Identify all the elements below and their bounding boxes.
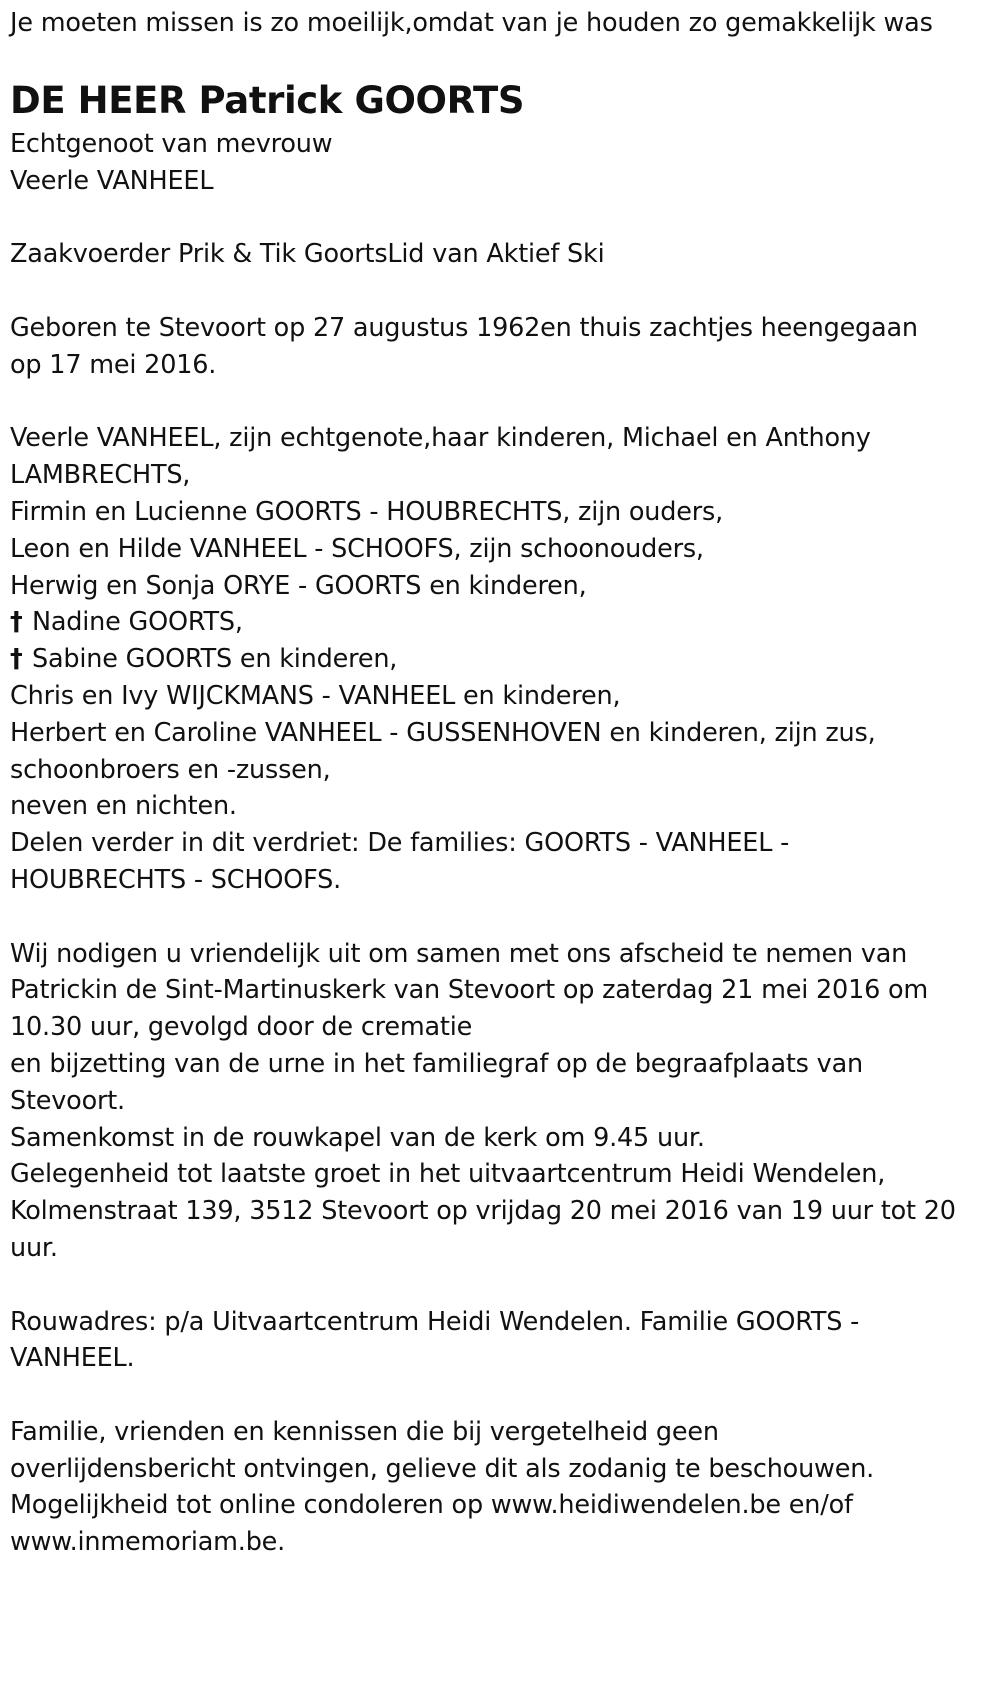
family-member-line	[10, 678, 995, 715]
mourning-address-section	[10, 1304, 995, 1378]
obituary-notice	[10, 0, 995, 1561]
ceremony-section	[10, 936, 995, 1267]
family-member-text: Leon en Hilde VANHEEL - SCHOOFS, zijn schoonouders,	[10, 533, 704, 564]
ceremony-line: Patrickin de Sint-Martinuskerk van Stevoort op zaterdag 21 mei 2016 om	[10, 975, 929, 1006]
ceremony-line: Stevoort.	[10, 1085, 125, 1116]
family-member-line	[10, 715, 995, 752]
closing-line: Familie, vrienden en kennissen die bij vergetelheid geen	[10, 1416, 719, 1447]
ceremony-line: uur.	[10, 1232, 58, 1263]
deceased-name-title: DE HEER Patrick GOORTS	[10, 79, 525, 122]
spouse-line: Veerle VANHEEL	[10, 165, 214, 196]
family-member-text: Chris en Ivy WIJCKMANS - VANHEEL en kinderen,	[10, 680, 621, 711]
family-member-line	[10, 457, 995, 494]
birth-death-line: Geboren te Stevoort op 27 augustus 1962en thuis zachtjes heengegaan	[10, 312, 918, 343]
family-member-line	[10, 788, 995, 825]
family-member-line	[10, 862, 995, 899]
family-member-line	[10, 752, 995, 789]
family-member-text: Nadine GOORTS,	[32, 607, 243, 638]
motto: Je moeten missen is zo moeilijk,omdat van je houden zo gemakkelijk was	[10, 8, 933, 38]
ceremony-line: Gelegenheid tot laatste groet in het uitvaartcentrum Heidi Wendelen,	[10, 1159, 886, 1190]
family-member-text: Firmin en Lucienne GOORTS - HOUBRECHTS, zijn ouders,	[10, 496, 723, 527]
family-member-line	[10, 604, 995, 641]
family-member-text: Delen verder in dit verdriet: De families: GOORTS - VANHEEL -	[10, 828, 790, 859]
family-member-text: Herbert en Caroline VANHEEL - GUSSENHOVEN en kinderen, zijn zus,	[10, 717, 876, 748]
closing-line: Mogelijkheid tot online condoleren op www.heidiwendelen.be en/of	[10, 1490, 853, 1521]
spacer	[10, 200, 995, 237]
family-member-text: Sabine GOORTS en kinderen,	[32, 644, 398, 675]
spouse-line: Echtgenoot van mevrouw	[10, 129, 333, 159]
occupation-line: Zaakvoerder Prik & Tik GoortsLid van Aktief Ski	[10, 239, 605, 270]
ceremony-line: 10.30 uur, gevolgd door de crematie	[10, 1012, 473, 1043]
family-member-line	[10, 494, 995, 531]
family-member-line	[10, 825, 995, 862]
family-member-text: Herwig en Sonja ORYE - GOORTS en kinderen,	[10, 570, 587, 601]
family-member-text: Veerle VANHEEL, zijn echtgenote,haar kinderen, Michael en Anthony	[10, 423, 871, 454]
family-member-line	[10, 531, 995, 568]
spacer	[10, 899, 995, 936]
family-member-line	[10, 568, 995, 605]
ceremony-line: Wij nodigen u vriendelijk uit om samen met ons afscheid te nemen van	[10, 938, 908, 969]
cross-icon: †	[10, 607, 23, 638]
family-member-text: LAMBRECHTS,	[10, 460, 191, 491]
address-line: Rouwadres: p/a Uitvaartcentrum Heidi Wendelen. Familie GOORTS -	[10, 1306, 860, 1337]
cross-icon: †	[10, 644, 23, 675]
spacer	[10, 1377, 995, 1414]
family-member-line	[10, 420, 995, 457]
family-member-line	[10, 641, 995, 678]
family-member-text: HOUBRECHTS - SCHOOFS.	[10, 864, 342, 895]
closing-section	[10, 1414, 995, 1561]
address-line: VANHEEL.	[10, 1343, 135, 1374]
spacer	[10, 384, 995, 421]
family-member-text: neven en nichten.	[10, 791, 237, 822]
birth-death-line: op 17 mei 2016.	[10, 349, 217, 380]
family-member-text: schoonbroers en -zussen,	[10, 754, 331, 785]
ceremony-line: Samenkomst in de rouwkapel van de kerk om 9.45 uur.	[10, 1122, 705, 1153]
ceremony-line: Kolmenstraat 139, 3512 Stevoort op vrijdag 20 mei 2016 van 19 uur tot 20	[10, 1196, 956, 1227]
spouse-section	[10, 126, 995, 200]
family-section	[10, 420, 995, 898]
closing-line: overlijdensbericht ontvingen, gelieve dit als zodanig te beschouwen.	[10, 1453, 875, 1484]
birth-death-section	[10, 310, 995, 384]
closing-line: www.inmemoriam.be.	[10, 1527, 286, 1558]
spacer	[10, 1267, 995, 1304]
ceremony-line: en bijzetting van de urne in het familiegraf op de begraafplaats van	[10, 1048, 863, 1079]
spacer	[10, 273, 995, 310]
